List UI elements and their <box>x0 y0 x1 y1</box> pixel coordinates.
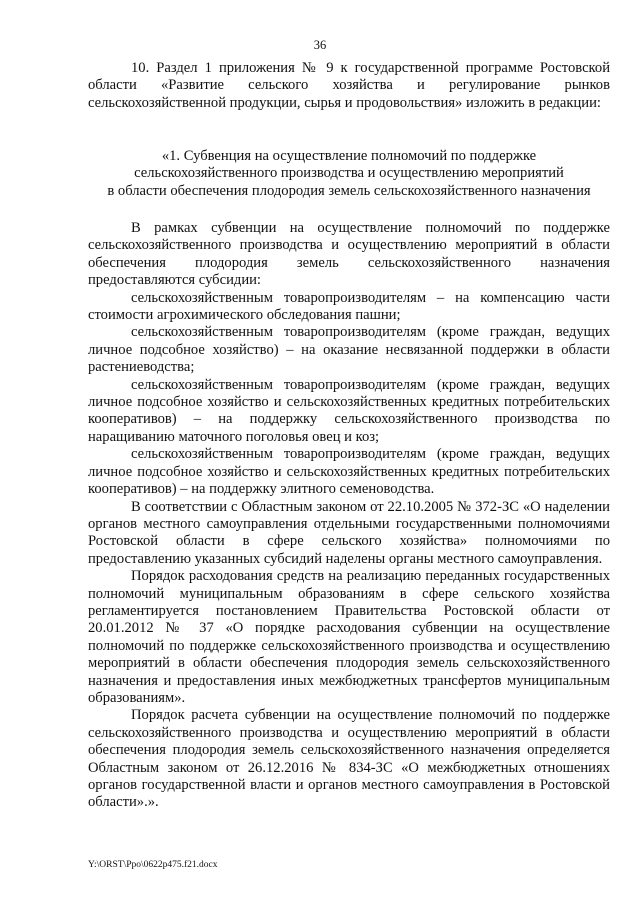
heading-line: «1. Субвенция на осуществление полномочий по поддержке <box>161 148 537 164</box>
body-paragraph: Порядок расчета субвенции на осуществление полномочий по поддержке сельскохозяйственного производства и осуществлению мероприятий в области обеспечения плодородия земель сельскохозяйственного назначения определяется Областным законом от 26.12.2016 № 834-ЗС «О межбюджетных отношениях органов государственной власти и органов местного самоуправления в Ростовской области».». <box>88 707 610 811</box>
body-paragraph: сельскохозяйственным товаропроизводителям (кроме граждан, ведущих личное подсобное хозяйство и сельскохозяйственных кредитных потребительских кооперативов) – на поддержку сельскохозяйственного производства по наращиванию маточного поголовья овец и коз; <box>88 376 610 445</box>
section-heading <box>88 148 610 200</box>
body-text <box>88 220 610 812</box>
body-paragraph: В соответствии с Областным законом от 22.10.2005 № 372-ЗС «О наделении органов местного самоуправления отдельными государственными полномочиями Ростовской области в сфере сельского хозяйства» полномочиями по предоставлению указанных субсидий наделены органы местного самоуправления. <box>88 498 610 567</box>
intro-paragraph: 10. Раздел 1 приложения № 9 к государственной программе Ростовской области «Развитие сельского хозяйства и регулирование рынков сельскохозяйственной продукции, сырья и продовольствия» изложить в редакции: <box>88 60 610 111</box>
body-paragraph: сельскохозяйственным товаропроизводителям – на компенсацию части стоимости агрохимического обследования пашни; <box>88 289 610 324</box>
intro-block <box>88 60 610 112</box>
body-paragraph: сельскохозяйственным товаропроизводителям (кроме граждан, ведущих личное подсобное хозяйство) – на оказание несвязанной поддержки в области растениеводства; <box>88 324 610 376</box>
file-path-footer: Y:\ORST\Ppo\0622p475.f21.docx <box>88 860 218 870</box>
heading-line: в области обеспечения плодородия земель сельскохозяйственного назначения <box>107 182 591 199</box>
body-paragraph: Порядок расходования средств на реализацию переданных государственных полномочий муниципальным образованиям в сфере сельского хозяйства регламентируется постановлением Правительства Ростовской области от 20.01.2012 № 37 «О порядке расходования субвенции на осуществление полномочий по поддержке сельскохозяйственного производства и осуществлению мероприятий в области обеспечения плодородия земель сельскохозяйственного назначения и предоставления иных межбюджетных трансфертов муниципальным образованиям». <box>88 568 610 706</box>
body-paragraph: В рамках субвенции на осуществление полномочий по поддержке сельскохозяйственного производства и осуществлению мероприятий в области обеспечения плодородия земель сельскохозяйственного назначения предоставляются субсидии: <box>88 220 610 289</box>
body-paragraph: сельскохозяйственным товаропроизводителям (кроме граждан, ведущих личное подсобное хозяйство и сельскохозяйственных кредитных потребительских кооперативов) – на поддержку элитного семеноводства. <box>88 446 610 498</box>
heading-line: сельскохозяйственного производства и осуществлению мероприятий <box>134 165 564 182</box>
page-number: 36 <box>313 38 327 52</box>
